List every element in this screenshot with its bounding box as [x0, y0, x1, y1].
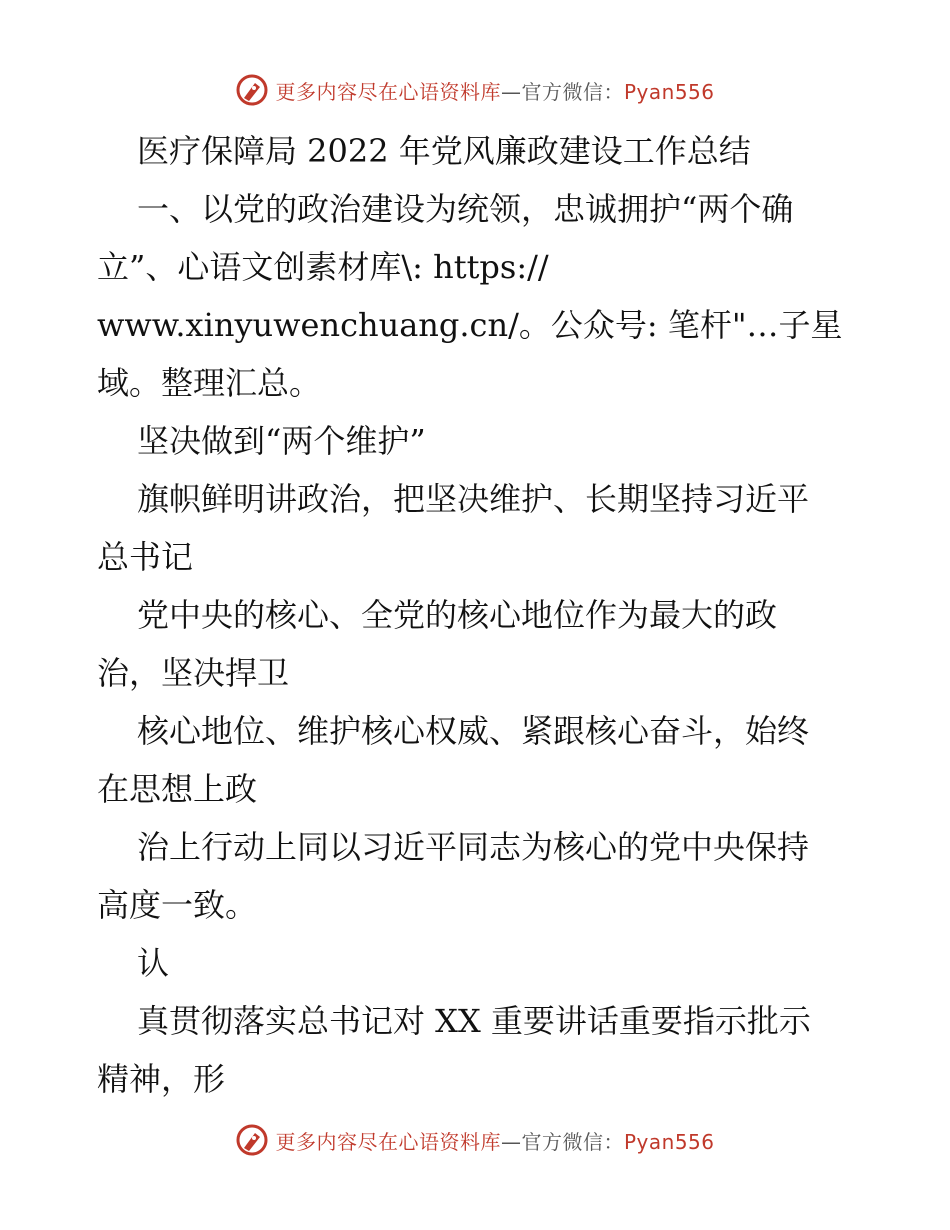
- paragraph-line: 旗帜鲜明讲政治，把坚决维护、长期坚持习近平: [137, 480, 810, 518]
- document-title: 医疗保障局 2022 年党风廉政建设工作总结: [137, 132, 751, 170]
- paragraph-line: 党中央的核心、全党的核心地位作为最大的政: [137, 596, 778, 634]
- paragraph-line: 治上行动上同以习近平同志为核心的党中央保持: [137, 828, 810, 866]
- paragraph-line: 精神，形: [97, 1060, 226, 1098]
- paragraph-line: 一、以党的政治建设为统领，忠诚拥护“两个确: [137, 190, 794, 228]
- paragraph-line: 立”、心语文创素材库\: https://: [97, 248, 549, 286]
- document-body: [97, 122, 857, 1108]
- watermark-text: 更多内容尽在心语资料库—官方微信：Pyan556: [275, 79, 715, 104]
- paragraph-line: 高度一致。: [97, 886, 258, 924]
- paragraph-line: 治，坚决捍卫: [97, 654, 290, 692]
- paragraph-line: 认: [137, 944, 170, 982]
- section-heading: 坚决做到“两个维护”: [137, 422, 426, 460]
- paragraph-line: 核心地位、维护核心权威、紧跟核心奋斗，始终: [137, 712, 810, 750]
- watermark-text: 更多内容尽在心语资料库—官方微信：Pyan556: [275, 1129, 715, 1154]
- paragraph-line: 真贯彻落实总书记对 XX 重要讲话重要指示批示: [137, 1002, 811, 1040]
- watermark-header: [0, 70, 950, 110]
- pen-nib-logo-icon: [235, 73, 269, 107]
- paragraph-line: 域。整理汇总。: [97, 364, 322, 402]
- watermark-footer: [0, 1120, 950, 1160]
- paragraph-line: 总书记: [97, 538, 194, 576]
- paragraph-line: 在思想上政: [97, 770, 258, 808]
- paragraph-line: www.xinyuwenchuang.cn/。公众号: 笔杆"…子星: [97, 306, 843, 344]
- pen-nib-logo-icon: [235, 1123, 269, 1157]
